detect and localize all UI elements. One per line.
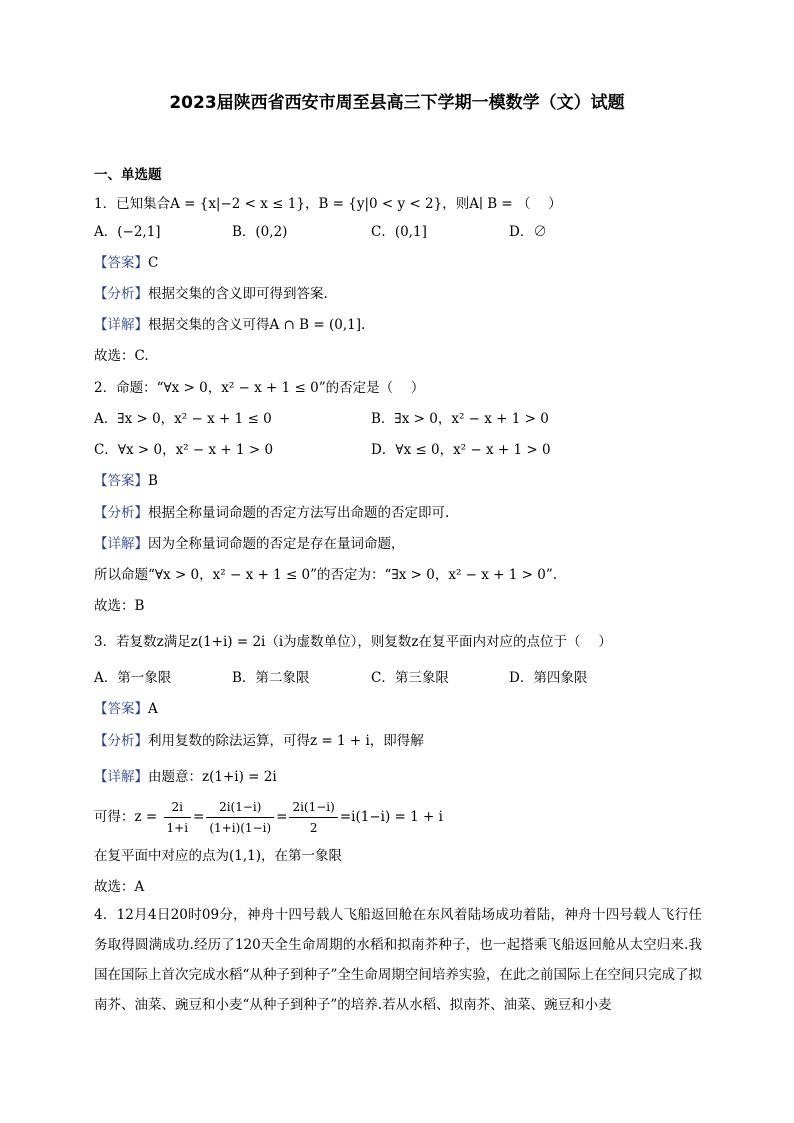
q3-detail-text: 由题意：z(1+i) = 2i: [148, 769, 277, 785]
q2-option-b: B．∃x > 0，x² − x + 1 > 0: [371, 411, 549, 427]
q3-analysis: [94, 729, 424, 749]
q1-answer-value: C: [148, 255, 159, 271]
detail-tag: 【详解】: [94, 317, 148, 333]
fraction-2-numerator: 2i(1−i): [206, 797, 274, 818]
q2-answer: [94, 469, 158, 489]
q1-option-a: A．(−2,1]: [94, 224, 161, 240]
q2-option-c: C．∀x > 0，x² − x + 1 > 0: [94, 442, 274, 458]
q1-detail-text: 根据交集的含义可得A ∩ B = (0,1].: [148, 317, 366, 333]
q2-stem: 2．命题：“∀x > 0，x² − x + 1 ≤ 0”的否定是（ ）: [94, 380, 425, 396]
q1-answer: [94, 251, 158, 271]
fraction-1: [164, 797, 192, 838]
q3-option-d: D．第四象限: [509, 670, 588, 686]
q1-detail: [94, 313, 365, 333]
q2-conclusion: 故选：B: [94, 598, 145, 614]
fraction-3-denominator: 2: [309, 821, 318, 835]
q2-detail-text: 因为全称量词命题的否定是存在量词命题，: [148, 536, 405, 552]
q2-option-a: A．∃x > 0，x² − x + 1 ≤ 0: [94, 411, 272, 427]
q3-option-c: C．第三象限: [371, 670, 449, 686]
q1-stem: 1．已知集合A = {x|−2 < x ≤ 1}，B = {y|0 < y < 2}，则A∣ B = （ ）: [94, 196, 562, 212]
q3-stem: 3．若复数z满足z(1+i) = 2i（i为虚数单位），则复数z在复平面内对应的点位于（ ）: [94, 634, 612, 650]
calc-prefix: 可得：z =: [94, 809, 158, 825]
q1-analysis-text: 根据交集的含义即可得到答案.: [148, 286, 328, 302]
fraction-3: [289, 797, 337, 838]
analysis-tag: 【分析】: [94, 286, 148, 302]
q1-option-c: C．(0,1]: [371, 224, 427, 240]
q3-answer-value: A: [148, 701, 158, 717]
q3-option-a: A．第一象限: [94, 670, 172, 686]
section-heading: 一、单选题: [94, 167, 162, 183]
fraction-1-denominator: 1+i: [166, 821, 189, 835]
q3-option-b: B．第二象限: [232, 670, 310, 686]
q3-answer: [94, 697, 158, 717]
q2-analysis: [94, 501, 449, 521]
q3-conclusion: 故选：A: [94, 879, 145, 895]
q3-point: 在复平面中对应的点为(1,1)，在第一象限: [94, 848, 343, 864]
fraction-3-numerator: 2i(1−i): [289, 797, 337, 818]
q4-text: 4．12月4日20时09分，神舟十四号载人飞船返回舱在东风着陆场成功着陆，神舟十四号载人飞行任务取得圆满成功.经历了120天全生命周期的水稻和拟南芥种子，也一起搭乘飞船返回舱从太空归来.我国在国际上首次完成水稻“从种子到种子”全生命周期空间培养实验，在此之前国际上在空间只完成了拟南芥、油菜、豌豆和小麦“从种子到种子”的培养.若从水稻、拟南芥、油菜、豌豆和小麦: [94, 907, 702, 1013]
q2-option-d: D．∀x ≤ 0，x² − x + 1 > 0: [371, 442, 551, 458]
analysis-tag: 【分析】: [94, 505, 148, 521]
q3-calculation: 可得：z = $\frac{2i}{1+i}$ = $\frac{2i(1-i)}{(1+i)(1-i)}$ = $\frac{2i(1-i)}{2}$ =i(1−i) = 1 + i: [94, 797, 443, 838]
q3-detail: [94, 765, 277, 785]
calc-tail: =i(1−i) = 1 + i: [339, 809, 443, 825]
q1-analysis: [94, 282, 328, 302]
q2-detail-line2: 所以命题“∀x > 0，x² − x + 1 ≤ 0”的否定为：“∃x > 0，x² − x + 1 > 0”.: [94, 567, 558, 583]
fraction-2-denominator: (1+i)(1−i): [209, 821, 272, 835]
answer-tag: 【答案】: [94, 255, 148, 271]
answer-tag: 【答案】: [94, 473, 148, 489]
q2-detail: [94, 532, 405, 552]
page-title: 2023届陕西省西安市周至县高三下学期一模数学（文）试题: [169, 93, 625, 113]
q2-analysis-text: 根据全称量词命题的否定方法写出命题的否定即可.: [148, 505, 450, 521]
q1-option-d: D．∅: [509, 224, 547, 240]
q1-conclusion: 故选：C.: [94, 348, 149, 364]
q2-answer-value: B: [148, 473, 158, 489]
detail-tag: 【详解】: [94, 536, 148, 552]
q3-analysis-text: 利用复数的除法运算，可得z = 1 + i，即得解: [148, 733, 424, 749]
analysis-tag: 【分析】: [94, 733, 148, 749]
answer-tag: 【答案】: [94, 701, 148, 717]
fraction-2: [206, 797, 274, 838]
fraction-1-numerator: 2i: [164, 797, 192, 818]
q1-option-b: B．(0,2): [232, 224, 288, 240]
detail-tag: 【详解】: [94, 769, 148, 785]
